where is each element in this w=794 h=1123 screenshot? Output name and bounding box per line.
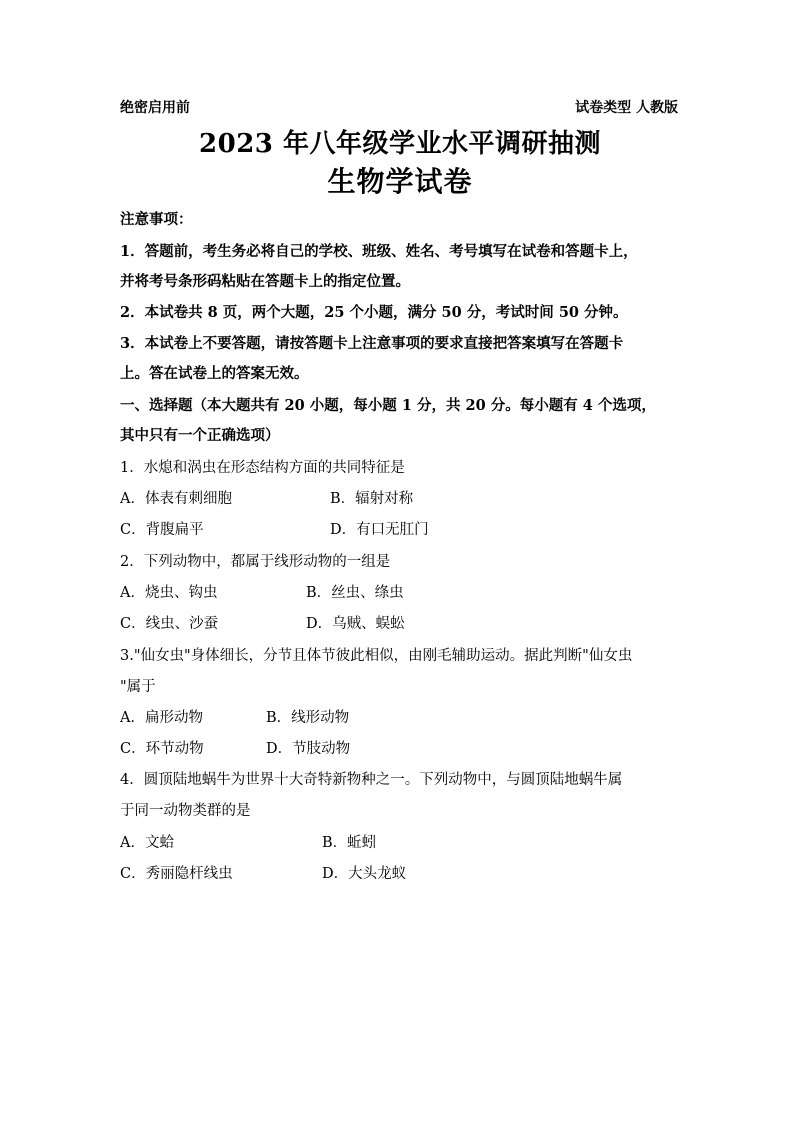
question-4-option-a: A．文蛤 bbox=[120, 835, 174, 851]
question-2-option-d: D．乌贼、蜈蚣 bbox=[306, 616, 405, 632]
question-4-option-b: B．蚯蚓 bbox=[322, 835, 377, 851]
question-1-option-d: D．有口无肛门 bbox=[330, 522, 429, 538]
page-header bbox=[120, 97, 680, 119]
notice-item-1: 1．答题前，考生务必将自己的学校、班级、姓名、考号填写在试卷和答题卡上， bbox=[120, 243, 638, 260]
question-2-option-c: C．线虫、沙蚕 bbox=[120, 616, 219, 632]
exam-title: 2023 年八年级学业水平调研抽测 bbox=[199, 129, 601, 159]
question-3-option-d: D．节肢动物 bbox=[266, 741, 351, 757]
question-3-option-b: B．线形动物 bbox=[266, 710, 350, 726]
question-3-option-c: C．环节动物 bbox=[120, 741, 204, 757]
question-1-option-b: B．辐射对称 bbox=[330, 491, 414, 507]
question-4-stem: 4．圆顶陆地蜗牛为世界十大奇特新物种之一。下列动物中，与圆顶陆地蜗牛属 bbox=[120, 772, 623, 788]
question-2-option-a: A．烧虫、钩虫 bbox=[120, 585, 218, 601]
question-1-option-c: C．背腹扁平 bbox=[120, 522, 204, 538]
confidential-label: 绝密启用前 bbox=[120, 100, 190, 116]
question-1-stem: 1．水熄和涡虫在形态结构方面的共同特征是 bbox=[120, 460, 405, 476]
section-heading-cont: 其中只有一个正确选项） bbox=[120, 427, 280, 444]
question-2-stem: 2．下列动物中，都属于线形动物的一组是 bbox=[120, 554, 391, 570]
question-4-stem-cont: 于同一动物类群的是 bbox=[120, 803, 251, 819]
question-2-option-b: B．丝虫、绦虫 bbox=[306, 585, 404, 601]
notice-item-3-cont: 上。答在试卷上的答案无效。 bbox=[120, 365, 309, 382]
notice-item-3: 3．本试卷上不要答题，请按答题卡上注意事项的要求直接把答案填写在答题卡 bbox=[120, 335, 624, 352]
section-heading: 一、选择题（本大题共有 20 小题，每小题 1 分，共 20 分。每小题有 4 个选项， bbox=[120, 397, 656, 414]
question-4-option-c: C．秀丽隐杆线虫 bbox=[120, 866, 233, 882]
notice-item-1-cont: 并将考号条形码粘贴在答题卡上的指定位置。 bbox=[120, 273, 410, 290]
notice-item-2: 2．本试卷共 8 页，两个大题，25 个小题，满分 50 分，考试时间 50 分钟。 bbox=[120, 304, 628, 321]
question-4-option-d: D．大头龙蚁 bbox=[322, 866, 407, 882]
notice-heading: 注意事项： bbox=[120, 211, 193, 228]
question-1-option-a: A．体表有刺细胞 bbox=[120, 491, 232, 507]
question-3-stem-cont: "属于 bbox=[120, 679, 156, 695]
question-3-stem: 3."仙女虫"身体细长，分节且体节彼此相似，由刚毛辅助运动。据此判断"仙女虫 bbox=[120, 648, 633, 664]
exam-subtitle: 生物学试卷 bbox=[327, 165, 473, 198]
paper-type-label: 试卷类型 人教版 bbox=[575, 100, 678, 116]
question-3-option-a: A．扁形动物 bbox=[120, 710, 203, 726]
